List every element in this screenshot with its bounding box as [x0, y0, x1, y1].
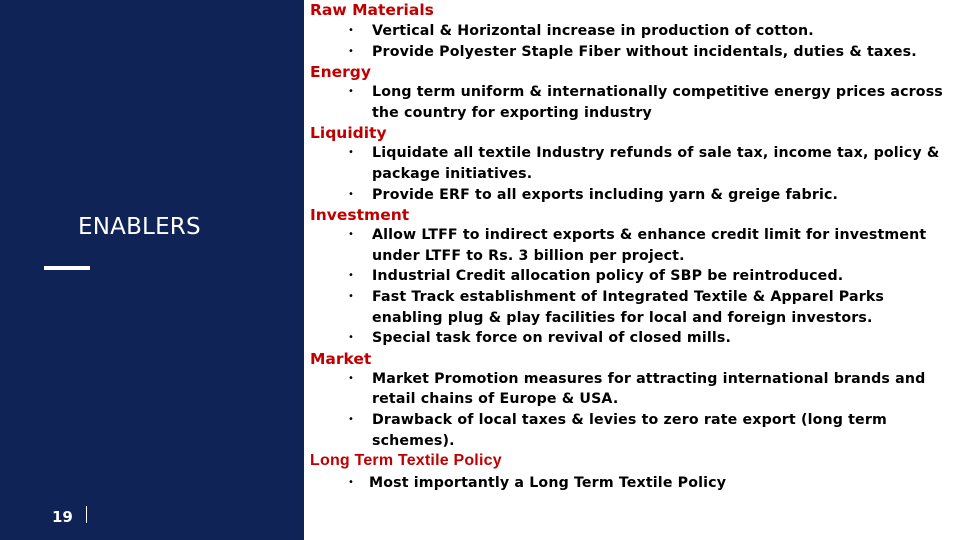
bullet-icon: • [348, 147, 355, 159]
section-heading: Energy [310, 63, 371, 82]
bullet-text: Special task force on revival of closed mills. [372, 330, 731, 347]
list-item [310, 410, 955, 451]
title-panel [0, 0, 304, 540]
list-item [310, 266, 955, 287]
section-heading: Raw Materials [310, 1, 434, 19]
list-item [310, 82, 955, 123]
bullet-text: Provide Polyester Staple Fiber without incidentals, duties & taxes. [372, 43, 917, 60]
bullet-text: Vertical & Horizontal increase in production of cotton. [372, 23, 814, 39]
bullet-icon: • [348, 45, 355, 57]
bullet-icon: • [348, 372, 355, 384]
bullet-icon: • [348, 413, 355, 425]
bullet-text: Long term uniform & internationally competitive energy prices across the country for exporting industry [372, 84, 943, 121]
bullet-icon: • [348, 332, 355, 344]
list-item [310, 473, 955, 494]
list-item [310, 21, 955, 42]
list-item [310, 369, 955, 410]
list-item [310, 143, 955, 184]
list-item [310, 225, 955, 266]
section-energy [310, 62, 955, 123]
page-number: 19 [52, 508, 73, 526]
list-item [310, 185, 955, 206]
section-liquidity [310, 123, 955, 205]
bullet-list [310, 82, 955, 123]
bullet-icon: • [348, 477, 355, 489]
bullet-icon: • [348, 188, 355, 200]
list-item [310, 287, 955, 328]
bullet-text: Allow LTFF to indirect exports & enhance credit limit for investment under LTFF to Rs. 3 billion per project. [372, 227, 927, 264]
bullet-icon: • [348, 86, 355, 98]
content-area [310, 0, 955, 494]
bullet-list [310, 471, 955, 494]
section-investment [310, 205, 955, 349]
section-heading: Liquidity [310, 124, 387, 143]
bullet-icon: • [348, 270, 355, 282]
section-heading: Market [310, 349, 372, 368]
list-item [310, 42, 955, 63]
bullet-list [310, 369, 955, 451]
section-market [310, 349, 955, 451]
section-raw-materials [310, 0, 955, 62]
bullet-icon: • [348, 290, 355, 302]
slide-title: ENABLERS [78, 214, 201, 240]
bullet-text: Most importantly a Long Term Textile Policy [369, 475, 727, 492]
list-item [310, 328, 955, 349]
title-underline [44, 266, 90, 270]
bullet-text: Fast Track establishment of Integrated Textile & Apparel Parks enabling plug & play facilities for local and foreign investors. [372, 288, 885, 326]
bullet-text: Liquidate all textile Industry refunds of sale tax, income tax, policy & package initiatives. [372, 145, 940, 182]
bullet-text: Provide ERF to all exports including yarn & greige fabric. [372, 186, 839, 203]
page-number-divider [86, 506, 87, 523]
bullet-text: Market Promotion measures for attracting international brands and retail chains of Europe & USA. [372, 370, 926, 408]
section-heading: Investment [310, 206, 410, 225]
section-long-term-textile-policy [310, 451, 955, 494]
bullet-icon: • [348, 229, 355, 241]
bullet-text: Industrial Credit allocation policy of SBP be reintroduced. [372, 268, 844, 285]
bullet-text: Drawback of local taxes & levies to zero rate export (long term schemes). [372, 411, 887, 449]
bullet-icon: • [348, 25, 355, 36]
bullet-list [310, 20, 955, 62]
bullet-list [310, 225, 955, 349]
section-heading: Long Term Textile Policy [310, 452, 502, 470]
bullet-list [310, 143, 955, 205]
